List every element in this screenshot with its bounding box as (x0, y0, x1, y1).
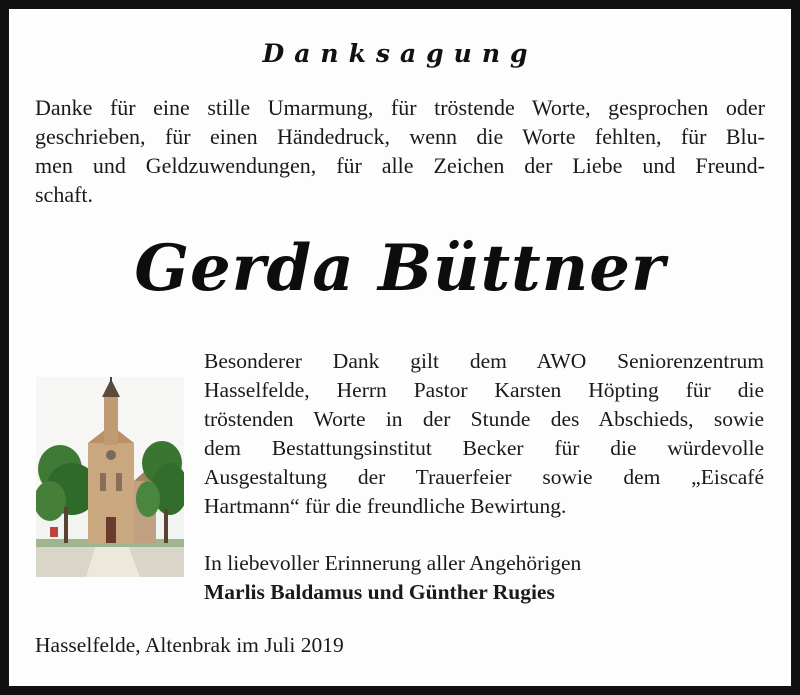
memory-block (204, 549, 764, 607)
signatories: Marlis Baldamus und Günther Rugies (204, 580, 555, 604)
thanks-line: tröstenden Worte in der Stunde des Abschieds, sowie (204, 407, 764, 431)
place-date: Hasselfelde, Altenbrak im Juli 2019 (35, 633, 344, 657)
notice-heading: Danksagung (262, 39, 538, 68)
thanks-line: Hartmann“ für die freundliche Bewirtung. (204, 494, 567, 518)
memory-line: In liebevoller Erinnerung aller Angehörigen (204, 551, 582, 575)
intro-text (35, 93, 765, 209)
church-photo (36, 377, 184, 577)
intro-line: geschrieben, für einen Händedruck, wenn die Worte fehlten, für Blu- (35, 124, 765, 149)
thanks-line: dem Bestattungsinstitut Becker für die würdevolle (204, 436, 764, 460)
intro-line: schaft. (35, 182, 94, 207)
thanks-line: Hasselfelde, Herrn Pastor Karsten Höpting für die (204, 378, 764, 402)
intro-line: men und Geldzuwendungen, für alle Zeichen der Liebe und Freund- (35, 153, 765, 178)
thanks-text (204, 347, 764, 521)
thanks-line: Besonderer Dank gilt dem AWO Seniorenzentrum (204, 349, 764, 373)
deceased-name: Gerda Büttner (134, 231, 666, 306)
intro-line: Danke für eine stille Umarmung, für tröstende Worte, gesprochen oder (35, 95, 765, 120)
thanks-line: Ausgestaltung der Trauerfeier sowie dem „Eiscafé (204, 465, 764, 489)
